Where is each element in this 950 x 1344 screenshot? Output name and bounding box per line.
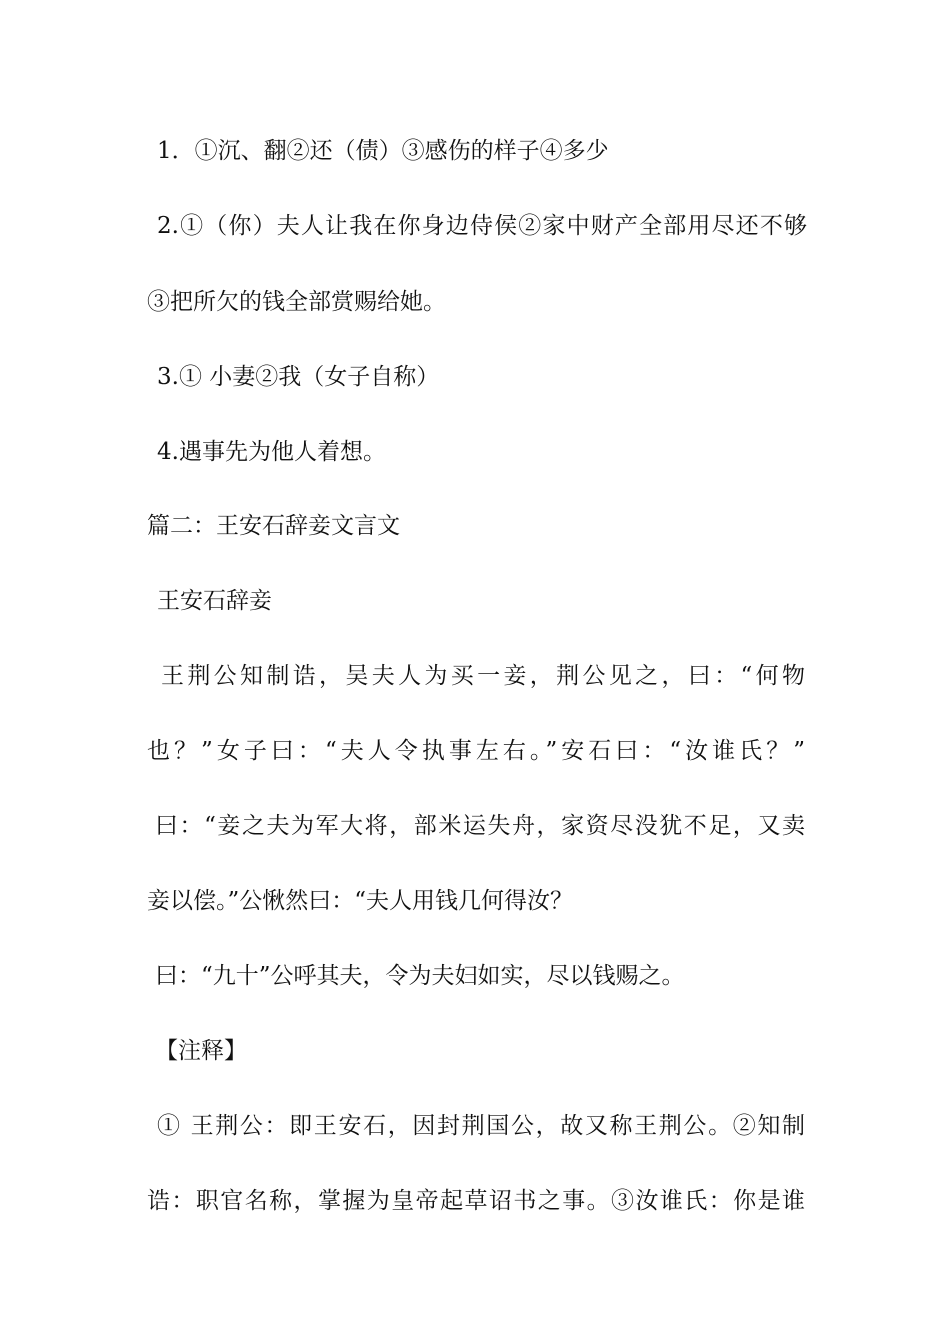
text-paragraph-line-2: 也？”女子曰：“夫人令执事左右。”安石曰：“汝谁氏？”	[147, 738, 805, 764]
notes-line-2: 诰：职官名称，掌握为皇帝起草诏书之事。③汝谁氏：你是谁	[147, 1188, 805, 1214]
answer-line-3: 3.① 小妻②我（女子自称）	[157, 364, 440, 390]
answer-line-2: 2.①（你）夫人让我在你身边侍侯②家中财产全部用尽还不够	[157, 213, 807, 239]
text-paragraph-line-4: 妾以偿。”公愀然曰：“夫人用钱几何得汝？	[147, 888, 574, 914]
answer-line-1: 1．①沉、翻②还（债）③感伤的样子④多少	[157, 138, 609, 164]
notes-line-1: ① 王荆公：即王安石，因封荆国公，故又称王荆公。②知制	[157, 1113, 805, 1139]
notes-heading: 【注释】	[155, 1038, 247, 1064]
text-paragraph-line-5: 曰：“九十”公呼其夫，令为夫妇如实，尽以钱赐之。	[155, 963, 685, 989]
answer-line-4: 4.遇事先为他人着想。	[157, 439, 386, 465]
text-paragraph-line-1: 王荆公知制诰，吴夫人为买一妾，荆公见之，曰：“何物	[161, 663, 805, 689]
text-title: 王安石辞妾	[157, 588, 272, 614]
answer-line-2-continued: ③把所欠的钱全部赏赐给她。	[147, 289, 446, 315]
section-heading: 篇二：王安石辞妾文言文	[147, 513, 400, 539]
text-paragraph-line-3: 曰：“妾之夫为军大将，部米运失舟，家资尽没犹不足，又卖	[155, 813, 805, 839]
